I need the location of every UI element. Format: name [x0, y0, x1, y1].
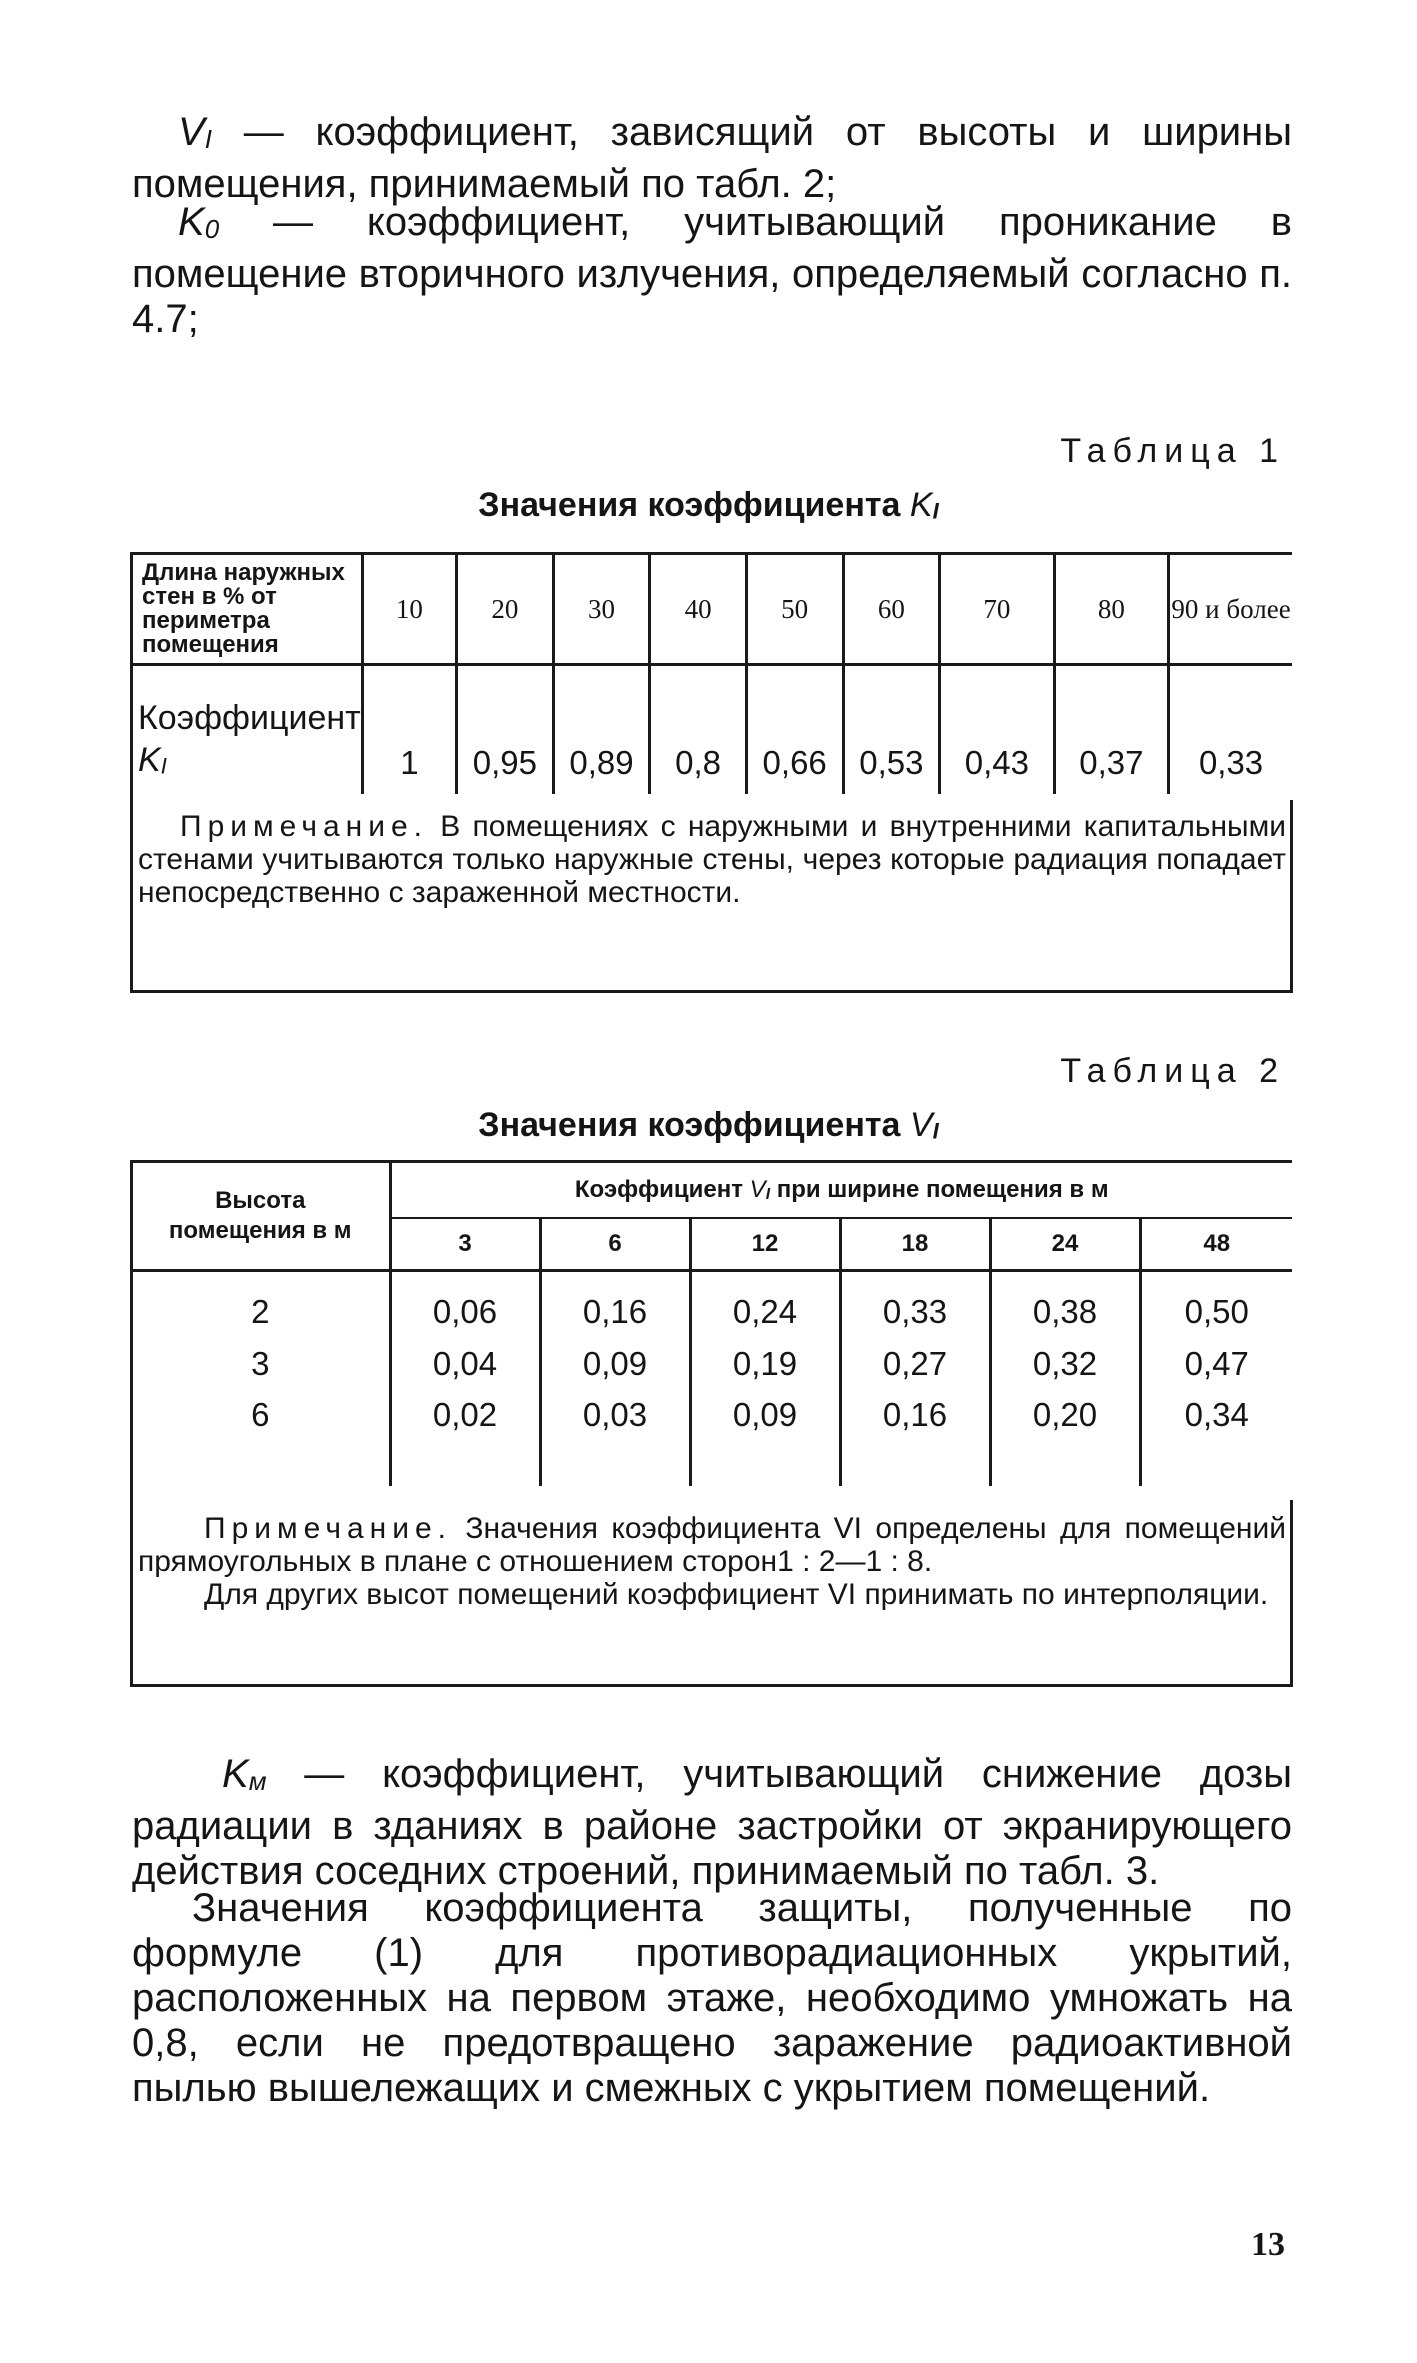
table2-value: 0,19	[690, 1338, 840, 1390]
table1-value: 0,37	[1054, 665, 1168, 795]
table1-left-border	[130, 552, 133, 992]
table1-col-header: 90 и более	[1169, 554, 1292, 665]
definition-k0: K0 — коэффициент, учитывающий проникание в помещение вторичного излучения, определяемый согласно п. 4.7;	[132, 200, 1292, 342]
table2-value: 0,04	[390, 1338, 540, 1390]
table2-value: 0,20	[990, 1390, 1140, 1486]
table2	[132, 1160, 1292, 1486]
table2-row	[132, 1338, 1292, 1390]
table1-col-header: 40	[650, 554, 746, 665]
table1-col-header: 80	[1054, 554, 1168, 665]
table1-value: 0,8	[650, 665, 746, 795]
table2-value: 0,16	[540, 1271, 690, 1339]
table2-row	[132, 1390, 1292, 1486]
table1-value: 0,95	[457, 665, 554, 795]
table2-row	[132, 1271, 1292, 1339]
table2-col-header: 12	[690, 1218, 840, 1271]
table2-value: 0,27	[840, 1338, 990, 1390]
table1-value: 0,53	[843, 665, 940, 795]
table1-value: 0,43	[940, 665, 1054, 795]
table1-note: Примечание. В помещениях с наружными и внутренними капитальными стенами учитываются только наружные стены, через которые радиация попадает непосредственно с зараженной местности.	[138, 810, 1286, 909]
table1-row2-header: Коэффициент KI	[138, 699, 361, 780]
table2-value: 0,09	[690, 1390, 840, 1486]
definition-v1: VI — коэффициент, зависящий от высоты и ширины помещения, принимаемый по табл. 2;	[132, 110, 1292, 207]
table2-bottom-rule	[130, 1684, 1293, 1687]
table2-value: 0,47	[1140, 1338, 1292, 1390]
page-number: 13	[1251, 2226, 1285, 2263]
table2-value: 0,06	[390, 1271, 540, 1339]
table2-height: 2	[251, 1293, 270, 1330]
table2-value: 0,32	[990, 1338, 1140, 1390]
table2-col-header: 48	[1140, 1218, 1292, 1271]
table2-left-border	[130, 1160, 133, 1686]
table2-group-header: Коэффициент VI при ширине помещения в м	[390, 1162, 1292, 1219]
table2-col-header: 3	[390, 1218, 540, 1271]
body-paragraph: Значения коэффициента защиты, полученные по формуле (1) для противорадиационных укрытий, расположенных на первом этаже, необходимо умножать на 0,8, если не предотвращено заражение радиоактивной пылью вышележащих и смежных с укрытием помещений.	[132, 1886, 1292, 2110]
table2-value: 0,50	[1140, 1271, 1292, 1339]
table1-value: 0,66	[746, 665, 843, 795]
table2-col-header: 18	[840, 1218, 990, 1271]
table1-value: 0,89	[553, 665, 650, 795]
table2-height: 6	[251, 1396, 270, 1433]
table2-value: 0,34	[1140, 1390, 1292, 1486]
table1-col-header: 50	[746, 554, 843, 665]
table2-row-header: Высота помещения в м	[132, 1162, 390, 1271]
table2-value: 0,38	[990, 1271, 1140, 1339]
table1-label: Таблица 1	[1060, 432, 1285, 470]
table1	[132, 552, 1292, 794]
table2-value: 0,09	[540, 1338, 690, 1390]
table2-title: Значения коэффициента VI	[478, 1106, 939, 1144]
table2-col-header: 24	[990, 1218, 1140, 1271]
table2-height: 3	[251, 1345, 270, 1382]
table1-title: Значения коэффициента KI	[478, 486, 939, 524]
table2-label: Таблица 2	[1060, 1052, 1285, 1090]
table1-row1-header: Длина наружных стен в % от периметра помещения	[132, 554, 362, 665]
table2-value: 0,24	[690, 1271, 840, 1339]
table1-value: 1	[362, 665, 456, 795]
table2-value: 0,33	[840, 1271, 990, 1339]
table2-col-header: 6	[540, 1218, 690, 1271]
table2-note: Примечание. Значения коэффициента VI определены для помещений прямоугольных в плане с отношением сторон1 : 2—1 : 8. Для других высот помещений коэффициент VI принимать по интерполяции.	[138, 1512, 1287, 1611]
table1-col-header: 30	[553, 554, 650, 665]
table2-right-border	[1290, 1500, 1293, 1686]
definition-km: Kм — коэффициент, учитывающий снижение дозы радиации в зданиях в районе застройки от экранирующего действия соседних строений, принимаемый по табл. 3.	[132, 1752, 1292, 1894]
table1-col-header: 60	[843, 554, 940, 665]
table1-value: 0,33	[1169, 665, 1292, 795]
table1-right-border	[1290, 800, 1293, 992]
table1-col-header: 70	[940, 554, 1054, 665]
table2-value: 0,16	[840, 1390, 990, 1486]
table1-col-header: 20	[457, 554, 554, 665]
table2-value: 0,02	[390, 1390, 540, 1486]
table1-bottom-rule	[130, 990, 1293, 993]
table2-value: 0,03	[540, 1390, 690, 1486]
table1-col-header: 10	[362, 554, 456, 665]
